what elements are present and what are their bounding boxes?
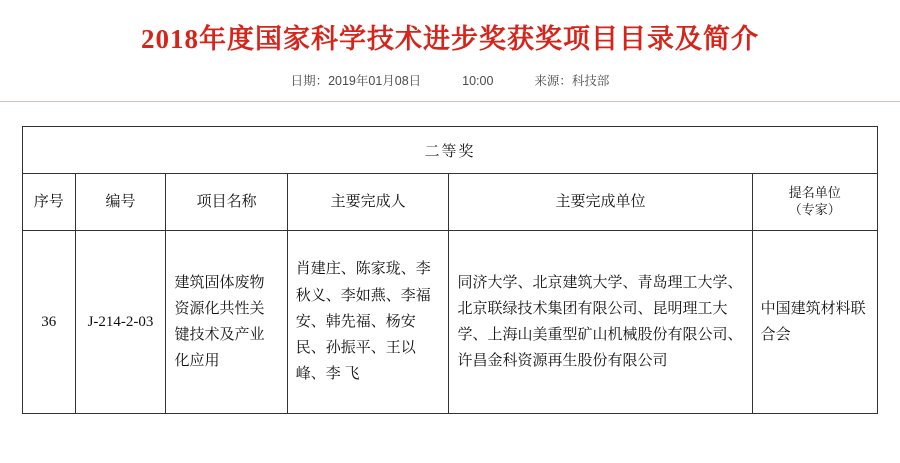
- project-name-text: 建筑固体废物资源化共性关键技术及产业化应用: [174, 274, 265, 370]
- cell-organizations: [449, 231, 752, 414]
- column-header-organizations: 主要完成单位: [449, 174, 752, 231]
- column-header-project-name: 项目名称: [166, 174, 287, 231]
- cell-row-no: 36: [23, 231, 76, 414]
- publish-time: 10:00: [462, 74, 494, 89]
- column-header-contributors: 主要完成人: [287, 174, 449, 231]
- column-header-no: 序号: [23, 174, 76, 231]
- cell-project-name: [166, 231, 287, 414]
- table-row: [23, 231, 878, 414]
- table-header-row: [23, 174, 878, 231]
- page-title: 2018年度国家科学技术进步奖获奖项目目录及简介: [141, 24, 759, 54]
- document-meta: [0, 71, 900, 89]
- award-table: [22, 126, 878, 414]
- column-header-recommender-main: 提名单位: [788, 185, 841, 201]
- column-header-recommender-sub: （专家）: [788, 202, 841, 218]
- organizations-text: 同济大学、北京建筑大学、青岛理工大学、北京联绿技术集团有限公司、昆明理工大学、上海山美重型矿山机械股份有限公司、许昌金科资源再生股份有限公司: [457, 274, 743, 370]
- document-header: [0, 0, 900, 102]
- contributors-text: 肖建庄、陈家珑、李秋义、李如燕、李福安、韩先福、杨安民、孙振平、王以峰、李 飞: [295, 261, 431, 383]
- award-band-row: [23, 127, 878, 174]
- column-header-recommender: [752, 174, 877, 231]
- cell-project-code: J-214-2-03: [75, 231, 166, 414]
- recommender-text: 中国建筑材料联合会: [760, 300, 866, 344]
- cell-contributors: [287, 231, 449, 414]
- cell-recommender: [752, 231, 877, 414]
- award-table-container: [0, 102, 900, 414]
- award-band-label: 二等奖: [23, 127, 878, 174]
- column-header-code: 编号: [75, 174, 166, 231]
- publish-date: 日期：2019年01月08日: [290, 74, 422, 89]
- publish-source: 来源：科技部: [534, 74, 610, 89]
